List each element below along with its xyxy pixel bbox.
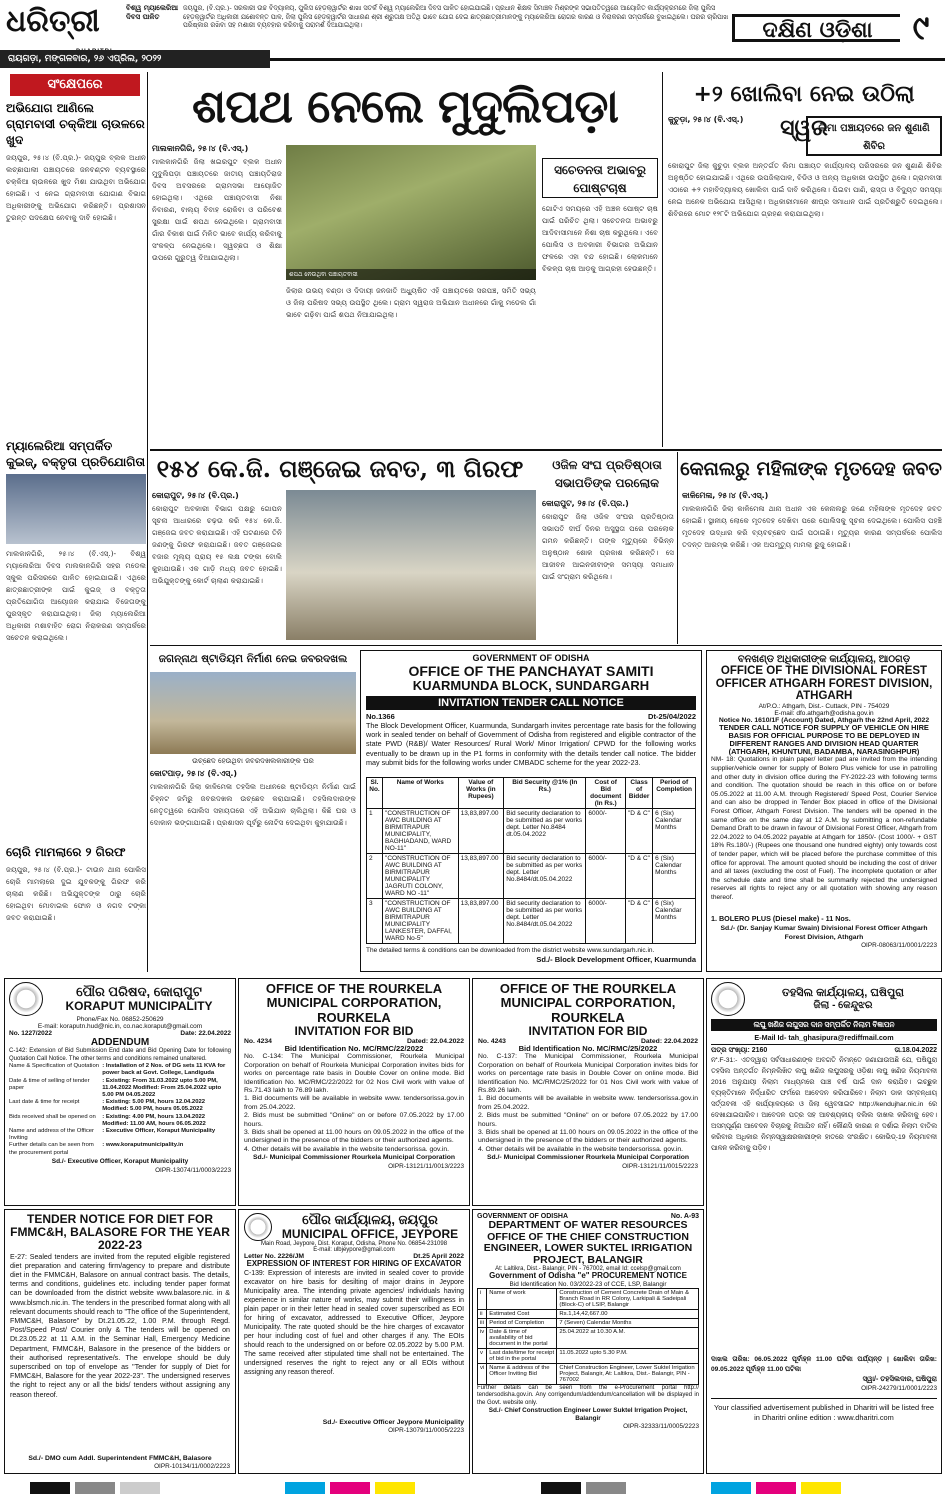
classified-note: Your classified advertisement published in Dharitri will be listed free in Dharitri online edition : www.dharitri.com [711, 1398, 937, 1423]
ad-points [478, 1095, 698, 1154]
ad-bid-id: Bid Identification No. MC/RMC/25/2022 [518, 1044, 658, 1054]
canal-text: ମାଲକାନଗିରି ଜିଲା କାଳିମେଳା ଥାନା ଅଧୀନ ଏକ କେନାଲରୁ ଜଣେ ମହିଳାଙ୍କ ମୃତଦେହ ଜବତ ହୋଇଛି। ସ୍ଥାନୀୟ ଲୋକେ ମୃତଦେହ ଦେଖିବା ପରେ ପୋଲିସକୁ ସୂଚନା ଦେଇଥିଲେ। ପୋଲିସ ପହଞ୍ଚି ମୃତଦେହ ଉଦ୍ଧାର କରି ବ୍ୟବଚ୍ଛେଦ ପାଇଁ ପଠାଇଛି। ମୃତ୍ୟୁର କାରଣ ସମ୍ପର୍କରେ ପୋଲିସ ତଦନ୍ତ ଆରମ୍ଭ କରିଛି। ଏକ ଅପମୃତ୍ୟୁ ମାମଲା ରୁଜୁ ହୋଇଛି। [682, 504, 942, 549]
ad-email: E-mail: dfo.athgarh@odisha.gov.in [774, 709, 874, 717]
page-number: ୯ [912, 8, 930, 48]
brief-2-headline: ମ୍ୟାଲେରିଆ ସମ୍ପର୍କିତ କୁଇଜ୍, ବକ୍ତୃତା ପ୍ରତିଯୋଗିତା [6, 439, 146, 469]
table-cell: "D & C" [626, 853, 653, 898]
table-cell: "CONSTRUCTION OF AWC BUILDING AT BIRMITRAPUR MUNICIPALITY JAGRUTI COLONY, WARD NO -11" [383, 853, 459, 898]
table-row [367, 808, 696, 853]
table-cell: v [478, 1348, 487, 1363]
ad-block-title: KUARMUNDA BLOCK, SUNDARGARH [412, 678, 650, 694]
ad-ref-no: No. A-93 [670, 1213, 699, 1220]
ad-office-title: MUNICIPAL OFFICE, JEYPORE [281, 1226, 459, 1241]
ad-date: Dated: 22.04.2022 [406, 1038, 464, 1046]
table-cell: 6000/- [586, 808, 626, 853]
ad-email: E-mail: ulbjeypore@gmail.com [313, 1247, 395, 1253]
stadium-headline: ଜଗନ୍ନାଥ ଷ୍ଟାଡିୟମ ନିର୍ମାଣ ନେଇ ଜବରଦଖଲ [158, 653, 348, 665]
ad-body: No. C-137: The Municipal Commissioner, Rourkela Municipal Corporation on behalf of Rourkela Municipal Corporation invites bids for works on percentage rate basis in Double Cover on online mode. Bid Identification No. MC/RMC/25/2022 for 01 Nos Civil work with value of Rs.89.26 lakh. [478, 1053, 698, 1095]
section-tag-briefs: ସଂକ୍ଷେପରେ [10, 74, 140, 96]
ad-points [244, 1095, 464, 1154]
ad-rourkela-bid-22 [238, 978, 470, 1206]
table-row [478, 1363, 699, 1384]
table-cell: Rs.1,14,42,667.00 [557, 1309, 699, 1318]
list-item [9, 1078, 231, 1100]
table-cell: 2 [367, 853, 383, 898]
ad-athgarh-forest [706, 650, 942, 972]
stadium-byline: କୋଟପାଡ଼, ୨୫।୪ (ବି.ଏସ୍.) [150, 769, 238, 778]
table-cell: 25.04.2022 at 10.30 A.M. [557, 1327, 699, 1348]
ad-code: OIPR-10134/11/0002/2223 [154, 1463, 230, 1471]
ad-signature: Sd./- (Dr. Sanjay Kumar Swain) Divisional Forest Officer Athgarh Forest Division, Athgarh [720, 924, 928, 941]
ad-footer: The detailed terms & conditions can be downloaded from the district website www.sundargarh.nic.in. [366, 946, 655, 954]
list-item [9, 1128, 231, 1142]
ad-notice-title: INVITATION TENDER CALL NOTICE [366, 696, 696, 710]
masthead-side-note: ବିଶ୍ୱ ମ୍ୟାଲେରିଆ ଦିବସ ପାଳିତ [126, 4, 178, 21]
table-cell: 1 [367, 808, 383, 853]
ad-gov-label: GOVERNMENT OF ODISHA [477, 1213, 569, 1220]
table-cell: Date & time of availability of bid document in the portal [487, 1327, 557, 1348]
ad-office-title: OFFICE OF THE DIVISIONAL FOREST OFFICER ATHGARH FOREST DIVISION, ATHGARH [715, 665, 933, 703]
item-value: : Executive Officer, Koraput Municipality [102, 1128, 216, 1135]
brief-2-photo [6, 474, 146, 544]
list-item: 4. Other details will be available in the website tendersorissa. gov.in. [244, 1145, 450, 1153]
stadium-caption: ଉଚ୍ଛେଦ ହେଉଥିବା ଜବରଦଖଲକାରୀଙ୍କ ଘର [192, 757, 314, 765]
list-item: 1. Bid documents will be available in website www. tendersorissa.gov.in from 25.04.2022. [478, 1095, 698, 1111]
table-header: Bid Security @1% (In Rs.) [504, 777, 586, 808]
side-story-text: କୋରାପୁଟ ଜିଲା କୁଚୁଡ଼ା ବ୍ଲକ ଅନ୍ତର୍ଗତ ଲିମା ପଞ୍ଚାୟତ କାର୍ଯ୍ୟାଳୟ ପରିସରରେ ଜନ ଶୁଣାଣି ଶିବିର ଅନୁଷ୍ଠିତ ହୋଇଯାଇଛି। ଏଥିରେ ଉପଜିଲାପାଳ, ବିଡିଓ ଓ ଅନ୍ୟ ଅଧିକାରୀ ଉପସ୍ଥିତ ଥିଲେ। ଗ୍ରାମବାସୀ ଏଠାରେ +୨ ମହାବିଦ୍ୟାଳୟ ଖୋଲିବା ପାଇଁ ଦାବି କରିଥିଲେ। ପିଇବା ପାଣି, ରାସ୍ତା ଓ ବିଦ୍ୟୁତ ସମସ୍ୟା ନେଇ ଅନେକ ଅଭିଯୋଗ ଆସିଥିଲା। ଅଧିକାରୀମାନେ ଶୀଘ୍ର ସମାଧାନ ପାଇଁ ପ୍ରତିଶ୍ରୁତି ଦେଇଥିଲେ। ଶିବିରରେ ମୋଟ ୧୨୮ଟି ଅଭିଯୋଗ ଗ୍ରହଣ କରାଯାଇଥିଲା। [668, 161, 942, 218]
edition-name: ଦକ୍ଷିଣ ଓଡ଼ିଶା [732, 14, 900, 42]
ad-subtitle: ADDENDUM [90, 1037, 150, 1048]
item-label: Bids received shall be opened on [9, 1113, 96, 1120]
ad-body: C-142: Extension of Bid Submission End date and Bid Opening Date for following Quotation Call Notice. The other terms and conditions remained unaltered. [9, 1048, 231, 1062]
masthead-rule [270, 58, 945, 61]
ad-signature: ସ୍ୱା/- ତହସିଲଦାର, ଘଷିପୁରା [862, 1376, 937, 1384]
ad-works-table [366, 777, 696, 944]
canal-headline: କେନାଲରୁ ମହିଳାଙ୍କ ମୃତଦେହ ଜବତ [680, 458, 942, 480]
ad-body: NM- 18: Quotations in plain paper/ letter pad are invited from the intending supplier/vehicle owner for supply of Bolero Plus vehicle for use in patrolling and other duty in division office during the FY-2022-23 with following terms and condition. The quotation should be reach in this office on or before 05.05.2022 at 11.00 A.M. through Registered/ Speed Post, Courier Service and can also be dropped in Tender Box placed in office of the Divisional Forest Officer, Athgarh Forest Division. The tenders will be opened in the same office on the same day at 12 A.M. by submitting a non-refundable Demand Draft to be drawn in favour of Divisional Forest Officer, Athgarh from 22.04.2022 to 04.05.2022 payable at Athgarh for 1850/- (Cost 1000/- + GST 18% Rs.180/-) (Rupees one thousand one hundred eighty) only towards cost of tender paper, which will be placed before the purchase committee of this office for approval. The amount quoted should be including the cost of driver and all taxes (excluding the cost of Fuel). The incomplete quotation or after the schedule date and time shall be summarily rejected the undersigned reserves all rights to reject any or all quotation with showing any reason thereof. [711, 756, 937, 901]
column-rule [662, 72, 663, 447]
ganja-text: କୋରାପୁଟ ଅବକାରୀ ବିଭାଗ ପକ୍ଷରୁ ଗୋପନ ସୂଚନା ଆଧାରରେ ଚଢ଼ଉ କରି ୧୫୪ କେ.ଜି. ଗଞ୍ଜେଇ ଜବତ କରାଯାଇଛି। ଏହି ଘଟଣାରେ ତିନି ଜଣଙ୍କୁ ଗିରଫ କରାଯାଇଛି। ଜବତ ଗଞ୍ଜେଇର ବଜାର ମୂଲ୍ୟ ପ୍ରାୟ ୧୫ ଲକ୍ଷ ଟଙ୍କା ବୋଲି କୁହାଯାଉଛି। ଏକ ଗାଡ଼ି ମଧ୍ୟ ଜବତ ହୋଇଛି। ଅଭିଯୁକ୍ତଙ୍କୁ କୋର୍ଟ ଚାଲାଣ କରାଯାଇଛି। [152, 504, 282, 585]
ad-subject: TENDER CALL NOTICE FOR SUPPLY OF VEHICLE ON HIRE BASIS FOR OFFICIAL PURPOSE TO BE DEPLOYED IN DIFFERENT RANGES AND DIVISION HEAD QUARTER (ATHGARH, KHUNTUNI, BADAMBA, NARASINGHPUR) [719, 722, 929, 757]
ad-details-table [477, 1288, 699, 1385]
ad-odia-title: ବନଖଣ୍ଡ ଅଧିକାରୀଙ୍କ କାର୍ଯ୍ୟାଳୟ, ଆଠଗଡ଼ [737, 654, 911, 665]
side-story-byline: କୁଚୁଡ଼ା, ୨୫।୪ (ବି.ଏସ୍.) [668, 115, 744, 124]
ad-code: OIPR-24279/11/0001/2223 [861, 1385, 937, 1393]
ad-subtitle: Government of Odisha "e" PROCUREMENT NOTICE [489, 1271, 687, 1281]
table-cell: 13,83,897.00 [458, 808, 504, 853]
section-rule [150, 449, 942, 451]
table-cell: 3 [367, 898, 383, 943]
ojha-byline: କୋରାପୁଟ, ୨୫।୪ (ବି.ପ୍ର.) [542, 499, 629, 508]
item-value: : Existing: 5.00 PM, hours 12.04.2022 Modified: 5.00 PM, hours 05.05.2022 [102, 1099, 206, 1113]
ad-office-title: TENDER NOTICE FOR DIET FOR FMMC&H, BALASORE FOR THE YEAR 2022-23 [10, 1212, 230, 1253]
ad-office-title: OFFICE OF THE PANCHAYAT SAMITI [408, 662, 654, 679]
ad-lsip-eprocurement [472, 1209, 704, 1474]
side-story-headline: +୨ ଖୋଲିବା ନେଇ ଉଠିଲା ସ୍ୱର [693, 82, 915, 141]
ad-ref-no: Letter No. 2226/JM [244, 1253, 305, 1260]
table-cell: "D & C" [626, 898, 653, 943]
lead-text-3: ଗୋଟିଏ ସମୟରେ ଏହି ଅଞ୍ଚଳ ପୋଷ୍ଟ ଚାଷ ପାଇଁ ପରିଚିତ ଥିଲା। ସଚେତନତା ଅଭାବରୁ ଆଦିବାସୀମାନେ ନିଶା ଚାଷ କରୁଥିଲେ। ଏବେ ପୋଲିସ ଓ ଅବକାରୀ ବିଭାଗର ଅଭିଯାନ ଫଳରେ ଏହା ବନ୍ଦ ହୋଇଛି। ଲୋକମାନେ ବିକଳ୍ପ ଚାଷ ଆଡ଼କୁ ଆଗ୍ରହୀ ହେଉଛନ୍ତି। [542, 204, 658, 273]
logo-text: ଧରିତ୍ରୀ [6, 4, 100, 39]
ojha-headline: ଓଜିଳ ସଂଘ ପ୍ରତିଷ୍ଠାତା ସଭାପତିଙ୍କ ପରଲୋକ [552, 458, 662, 490]
ganja-byline: କୋରାପୁଟ, ୨୫।୪ (ବି.ପ୍ର.) [152, 491, 239, 500]
table-cell: 6000/- [586, 853, 626, 898]
newspaper-logo [6, 4, 126, 44]
table-header: Cost of Bid document (In Rs.) [586, 777, 626, 808]
ad-date: Dated: 22.04.2022 [640, 1038, 698, 1046]
ad-code: OIPR-32333/11/0005/2223 [623, 1423, 699, 1431]
table-row [478, 1318, 699, 1327]
ganja-headline: ୧୫୪ କେ.ଜି. ଗଞ୍ଜେଇ ଜବତ, ୩ ଗିରଫ [156, 454, 524, 483]
brief-1-text: ଜୟପୁର, ୨୫।୪ (ବି.ପ୍ର.)- ଜୟପୁର ବ୍ଲକ ଅଧୀନ ଲଚ୍ଛାପାଲୀ ପଞ୍ଚାୟତରେ ଜନବଣ୍ଟନ ବ୍ୟବସ୍ଥାରେ ଚକ୍କିଆ ଚାଉଳରେ ଖୁଦ ମିଶା ଯାଉଥିବା ଅଭିଯୋଗ ହୋଇଛି। ଏ ନେଇ ଗ୍ରାମବାସୀ ଯୋଗାଣ ବିଭାଗ ଅଧିକାରୀଙ୍କୁ ଅଭିଯୋଗ କରିଛନ୍ତି। ପ୍ରଶାସନ ତୁରନ୍ତ ପଦକ୍ଷେପ ନେବାକୁ ଦାବି ହୋଇଛି। [6, 153, 146, 222]
emblem-icon [711, 982, 745, 1016]
ad-code: OIPR-13121/11/0013/2223 [388, 1162, 464, 1170]
ad-signature: Sd./- Executive Officer, Koraput Municipality [51, 1157, 189, 1165]
list-item: 4. Other details will be available in the website tendersorissa. gov.in. [478, 1145, 684, 1153]
ad-code: OIPR-13079/11/0005/2223 [388, 1427, 464, 1435]
briefs-column [6, 100, 146, 960]
ad-email: E-Mail Id- tah_ghasipura@rediffmail.com [711, 1031, 937, 1045]
ad-bid-id: Bid Identification No. MC/RMC/22/2022 [284, 1044, 424, 1054]
list-item [9, 1063, 231, 1077]
table-header: Period of Completion [653, 777, 696, 808]
lead-text-1: ମାଲକାନଗିରି ଜିଲା ଖଇରପୁଟ ବ୍ଲକ ଅଧୀନ ମୁଦୁଲିପଡ଼ା ପଞ୍ଚାୟତରେ ଜାତୀୟ ପଞ୍ଚାୟତିରାଜ ଦିବସ ଅବସରରେ ଗ୍ରାମସଭା ଆୟୋଜିତ ହୋଇଥିଲା। ଏଥିରେ ପଞ୍ଚାୟତବାସୀ ନିଶା ନିବାରଣ, ବାଲ୍ୟ ବିବାହ ରୋକିବା ଓ ପରିବେଶ ସୁରକ୍ଷା ପାଇଁ ଶପଥ ନେଇଥିଲେ। ଗ୍ରାମବାସୀ ଗାଁର ବିକାଶ ପାଇଁ ମିଳିତ ଭାବେ କାର୍ଯ୍ୟ କରିବାକୁ ସଂକଳ୍ପ ନେଇଥିଲେ। ସ୍ୱଚ୍ଛତା ଓ ଶିକ୍ଷା ଉପରେ ଗୁରୁତ୍ୱ ଦିଆଯାଇଥିଲା। [152, 157, 282, 262]
item-value: : www.koraputmunicipality.in [102, 1142, 184, 1149]
ad-item: 1. BOLERO PLUS (Diesel make) - 11 Nos. [711, 914, 851, 924]
ad-signature: Sd./- Municipal Commissioner Rourkela Municipal Corporation [486, 1154, 690, 1162]
ojha-text: କୋରାପୁଟ ଜିଲା ଓଜିଳ ସଂଘର ପ୍ରତିଷ୍ଠାତା ସଭାପତି ଦୀର୍ଘ ଦିନର ଅସୁସ୍ଥତା ପରେ ପରଲୋକ ଗମନ କରିଛନ୍ତି। ତାଙ୍କ ମୃତ୍ୟୁରେ ବିଭିନ୍ନ ଅନୁଷ୍ଠାନ ଶୋକ ପ୍ରକାଶ କରିଛନ୍ତି। ସେ ଆଜୀବନ ଆଇନଜୀବୀଙ୍କ ସମସ୍ୟା ସମାଧାନ ପାଇଁ ସଂଗ୍ରାମ କରିଥିଲେ। [542, 512, 674, 581]
item-label: Date & time of selling of tender paper [9, 1077, 90, 1091]
ad-date: ତା.18.04.2022 [894, 1047, 937, 1055]
table-cell: 11.05.2022 upto 5.30 P.M. [557, 1348, 699, 1363]
ad-signature: Sd./- Executive Officer Jeypore Municipality [322, 1418, 464, 1426]
ad-jeypore-municipal [238, 1209, 470, 1474]
table-row [367, 898, 696, 943]
table-cell: 13,83,897.00 [458, 898, 504, 943]
ad-odia-title: ପୌର ପରିଷଦ, କୋରାପୁଟ [76, 984, 202, 1000]
canal-byline: କାଳିମେଳା, ୨୫।୪ (ବି.ଏସ୍.) [682, 491, 769, 500]
list-item: 1. Bid documents will be available in website www. tendersorissa.gov.in from 25.04.2022. [244, 1095, 464, 1111]
stadium-text: ମାଲକାନଗିରି ଜିଲା କାଳିମେଳା ତହସିଲ ଅଧୀନରେ ଷ୍ଟାଡିୟମ ନିର୍ମାଣ ପାଇଁ ଚିହ୍ନଟ ଜମିରୁ ଜବରଦଖଲ ଉଚ୍ଛେଦ କରାଯାଇଛି। ତହସିଲଦାରଙ୍କ ନେତୃତ୍ୱରେ ପୋଲିସ ସହାୟତାରେ ଏହି ଅଭିଯାନ ଚାଲିଥିଲା। କିଛି ଘର ଓ ଦୋକାନ ଭଙ୍ଗାଯାଇଛି। ପ୍ରଶାସନ ପୂର୍ବରୁ ନୋଟିସ ଦେଇଥିବା କୁହାଯାଉଛି। [150, 782, 356, 827]
table-cell: ii [478, 1309, 487, 1318]
ad-footer: Further details can be seen from the e-Procurement portal http:// tendersodisha.gov.in. Any corrigendum/addendum/cancellation will be displayed in the Govt. website only. [477, 1384, 699, 1406]
ad-body: E-27: Sealed tenders are invited from the reputed eligible registered diet preparation and catering firm/agency to prepare and distribute diet in the FMMC&H, Balasore on annual contract basis. The details, terms and conditions, guidelines etc. including tender paper format can be downloaded from the district website www.balasore.nic. in & www.blsmch.nic.in. The tenders in the prescribed format along with all relevant documents should reach to "The office of the Superintendent, FMMC&H, Balasore" by Dt.21.05.22, 1.00 P.M. through Regd. Post/Speed Post/ Courier only & The tenders will be opened on Dt.23.05.22 at 11 A.M. in the Seminar Hall, Emergency Medicine Department, FMMC&H, Balasore in the presence of the bidders or their authorised representative/s. The envelope should be duly superscribed on top of envelope as "Tender for supply of Diet for FMMC&H, Balasore for the year 2022-23". The undersigned reserves the right to reject any or all the bids/ tenders without assigning any reason thereof. [10, 1252, 230, 1399]
table-cell: Estimated Cost [487, 1309, 557, 1318]
lead-quote-box: ସଚେତନତା ଅଭାବରୁ ପୋଷ୍ଟଚାଷ [542, 158, 658, 198]
ad-ghasipura-tahasil [706, 978, 942, 1474]
ad-office-title: DEPARTMENT OF WATER RESOURCES OFFICE OF THE CHIEF CONSTRUCTION ENGINEER, LOWER SUKTEL IRRIGATION PROJECT, BALANGIR [483, 1219, 693, 1266]
emblem-icon [9, 982, 43, 1016]
ad-code: OIPR-13074/11/0003/2223 [155, 1166, 231, 1174]
table-cell: Construction of Cement Concrete Drain of Main & Branch Road in RR Colony, Larkipali & Sadeipali (Block-C) of LSIP, Balangir [557, 1288, 699, 1309]
ad-address: At: Laltikra, Dist.- Balangir, PIN - 767002, email Id: ccelsp@gmail.com [495, 1266, 681, 1273]
ad-odia-title: ପୌର କାର୍ଯ୍ୟାଳୟ, ଜୟପୁର [302, 1212, 438, 1228]
item-label: Further details can be seen from the procurement portal [9, 1142, 94, 1156]
ad-ref-no: ପତ୍ର ସଂଖ୍ୟା: 2160 [711, 1047, 768, 1055]
item-value: : Installation of 2 Nos. of DG sets 11 KVA for power back at Govt. College, Landiguda [102, 1063, 226, 1077]
ad-details-list [9, 1063, 231, 1157]
ad-code: OIPR-08063/11/0001/2223 [861, 941, 937, 949]
table-cell: Bid security declaration to be submitted as per works dept. Letter No.8484 dt.05.04.2022 [504, 808, 586, 853]
ad-schedule: ଦାଖଲ ତାରିଖ: 06.05.2022 ପୂର୍ବାହ୍ନ 11.00 ଘଟିକା ପର୍ଯ୍ୟନ୍ତ | ଖୋଲିବା ତାରିଖ: 09.05.2022 ପୂର୍ବାହ୍ନ 11.00 ଘଟିକା [711, 1356, 937, 1374]
item-label: Name and address of the Officer Inviting [9, 1128, 95, 1142]
ad-fmmch-diet-tender [4, 1209, 236, 1474]
ad-body: C-139: Expression of interests are invited in sealed cover to provide excavator on hire basis for desilting of major drains in Jeypore Municipality area. The intending private agencies/ individuals having experience in similar nature of works, may submit their willingness in plain paper or in their letter head in sealed cover superscribed as EOI for hiring of excavator, addressed to Executive Officer, Jeypore Municipality. The rate quoted should be the hire charges of excavator per hour including cost of fuel and other charges if any. The EOIs should reach to the undersigned on or before 02.05.2022 by 5.00 P.M. The same received after stipulated time shall not be entertained. The undersigned reserves the right to reject any or all EOIs without assigning any reason thereof. [244, 1269, 464, 1376]
ad-signature: Sd./- Municipal Commissioner Rourkela Municipal Corporation [252, 1154, 456, 1162]
table-cell: 6 (Six) Calendar Months [653, 808, 696, 853]
ad-date: Date: 22.04.2022 [180, 1030, 231, 1037]
list-item: 2. Bids must be submitted "Online" on or before 07.05.2022 by 17.00 hours. [478, 1112, 698, 1128]
side-story-tag: ଲିମା ପଞ୍ଚାୟତରେ ଜନ ଶୁଣାଣି ଶିବିର [806, 116, 942, 156]
table-cell: "CONSTRUCTION OF AWC BUILDING AT BIRMITRAPUR MUNICIPALITY, BAGHIADAND, WARD NO-11" [383, 808, 459, 853]
list-item [9, 1142, 231, 1156]
table-cell: 6 (Six) Calendar Months [653, 853, 696, 898]
item-value: : Existing: 4.00 PM, hours 13.04.2022 Modified: 11.00 AM, hours 06.05.2022 [102, 1113, 206, 1127]
table-row [478, 1348, 699, 1363]
brief-1-headline: ଅଭିଯୋଗ ଆଣିଲେ ଗ୍ରାମବାସୀ ଚକ୍କିଆ ଚାଉଳରେ ଖୁଦ [6, 101, 145, 147]
ad-body: The Block Development Officer, Kuarmunda, Sundargarh invites percentage rate basis for the following work in sealed tender on behalf of Government of Odisha from registered and eligible contractor of the state PWD (R&B)/ Water Resources/ Rural Work/ Minor Irrigation/ CPWD for the following works eventually to be drawn up in the P1 forms in conformity with the details tender call notice. The bidder may submit bids for the following works under CMBADC scheme for the year 2022-23. [366, 720, 696, 767]
section-rule [150, 645, 942, 646]
brief-3-text: ଜୟପୁର, ୨୫।୪ (ବି.ପ୍ର.)- ଟାଉନ ଥାନା ପୋଲିସ ଚୋରି ମାମଲାରେ ଦୁଇ ଯୁବକଙ୍କୁ ଗିରଫ କରି ଚାଲାଣ କରିଛି। ଅଭିଯୁକ୍ତଙ୍କ ଠାରୁ ଚୋରି ହୋଇଥିବା ମୋବାଇଲ ଫୋନ ଓ ନଗଦ ଟଙ୍କା ଜବତ କରାଯାଇଛି। [6, 865, 146, 922]
table-cell: 13,83,897.00 [458, 853, 504, 898]
stadium-photo [150, 672, 356, 754]
ad-subtitle: INVITATION FOR BID [528, 1023, 648, 1038]
table-cell: 7 (Seven) Calendar Months [557, 1318, 699, 1327]
table-header: Name of Works [383, 777, 459, 808]
table-cell: iv [478, 1327, 487, 1348]
table-row [478, 1327, 699, 1348]
ad-body: No. C-134: The Municipal Commissioner, Rourkela Municipal Corporation on behalf of Rourkela Municipal Corporation invites bids for works on percentage rate basis in Double Cover on online mode. Bid Identification No. MC/RMC/22/2022 for 02 Nos Civil work with value of Rs.71.43 lakh to 76.89 lakh. [244, 1053, 464, 1095]
list-item [9, 1114, 231, 1128]
ad-koraput-municipality [4, 978, 236, 1206]
lead-photo-caption: ଶପଥ ନେଉଥିବା ପଞ୍ଚାୟତବାସୀ [286, 269, 536, 280]
table-cell: i [478, 1288, 487, 1309]
table-cell: 6 (Six) Calendar Months [653, 898, 696, 943]
ad-ref-no: No. 4243 [478, 1038, 506, 1046]
ad-date: Dt.25 April 2022 [413, 1253, 464, 1260]
table-cell: 6000/- [586, 898, 626, 943]
item-label: Name & Specification of Quotation [9, 1063, 100, 1070]
print-color-bar [0, 1476, 945, 1497]
ganja-photo [286, 490, 536, 640]
table-cell: Bid security declaration to be submitted as per works dept. Letter No.8484/dt.05.04.2022 [504, 898, 586, 943]
ad-phone: Phone/Fax No. 06852-250629 [76, 1016, 164, 1023]
dateline: ରାୟଗଡ଼ା, ମଙ୍ଗଳବାର, ୨୬ ଏପ୍ରିଲ, ୨୦୨୨ [0, 50, 270, 68]
ad-office-title: OFFICE OF THE ROURKELA MUNICIPAL CORPORATION, ROURKELA [499, 981, 677, 1025]
table-header: Sl. No. [367, 777, 383, 808]
table-header: Value of Works (in Rupees) [458, 777, 504, 808]
ad-rourkela-bid-25 [472, 978, 704, 1206]
table-cell: Name & address of the Officer Inviting Bid [487, 1363, 557, 1384]
ad-ref-no: No. 4234 [244, 1038, 272, 1046]
table-row [478, 1309, 699, 1318]
lead-headline: ଶପଥ ନେଲେ ମୁଦୁଲିପଡ଼ା [192, 79, 618, 133]
table-cell: Last date/time for receipt of bid in the portal [487, 1348, 557, 1363]
table-cell: Name of work [487, 1288, 557, 1309]
list-item: 2. Bids must be submitted "Online" on or before 07.05.2022 by 17.00 hours. [244, 1112, 464, 1128]
ad-subject: ଲଘୁ ଖଣିଜ ଲଘୁସର ଦାନ ସମ୍ପର୍କିତ ନିଲାମ ବିଜ୍ଞାପନ [711, 1019, 937, 1031]
ad-office-title: KORAPUT MUNICIPALITY [65, 998, 213, 1013]
table-cell: Bid security declaration to be submitted as per works dept. Letter No.8484/dt.05.04.2022 [504, 853, 586, 898]
brief-3-headline: ଚୋରି ମାମଲାରେ ୨ ଗିରଫ [6, 845, 126, 859]
ad-bid-id: Bid Identification No. 03/2022-23 of CCE, LSP, Balangir [509, 1280, 667, 1288]
ad-body: ନଂ.F-31:- ଏତଦ୍ୱାରା ସର୍ବସାଧାରଣଙ୍କ ଅବଗତି ନିମନ୍ତେ ଜଣାଯାଉଅଛି ଯେ, ଘଷିପୁରା ତହସିଲ ଅନ୍ତର୍ଗତ ନିମ୍ନଲିଖିତ ଲଘୁ ଖଣିଜ ଲଘୁସରକୁ ଓଡ଼ିଶା ଲଘୁ ଖଣିଜ ନିୟମାବଳୀ 2016 ଅନୁଯାୟୀ ନିଲାମ ମାଧ୍ୟମରେ ପାଞ୍ଚ ବର୍ଷ ପାଇଁ ଦାନ କରାଯିବ। ଇଚ୍ଛୁକ ବ୍ୟକ୍ତିମାନେ ନିର୍ଦ୍ଧାରିତ ଫର୍ମରେ ଆବେଦନ କରିପାରିବେ। ନିଲାମ ଡାକ ସମ୍ବନ୍ଧୀୟ ସର୍ତ୍ତାବଳୀ ଏହି କାର୍ଯ୍ୟାଳୟରେ ଓ ଜିଲା ୱେବସାଇଟ http://kendujhar.nic.in ରେ ଦେଖାଯାଇପାରିବ। ଆବେଦନ ପତ୍ର ସହ ଆବଶ୍ୟକୀୟ ଦଲିଲ ଦାଖଲ କରିବାକୁ ହେବ। ଅସମ୍ପୂର୍ଣ୍ଣ ଆବେଦନ ବିଚାରକୁ ନିଆଯିବ ନାହିଁ। କୌଣସି କାରଣ ନ ଦର୍ଶାଇ ନିଲାମ ବାତିଲ କରିବାର ଅଧିକାର ନିମ୍ନସ୍ୱାକ୍ଷରକାରୀଙ୍କ ହାତରେ ସଂରକ୍ଷିତ। କୋଭିଡ୍-19 ନିୟମାବଳୀ ପାଳନ କରିବାକୁ ପଡ଼ିବ। [711, 1057, 937, 1153]
ad-signature: Sd./- Chief Construction Engineer Lower Suktel Irrigation Project, Balangir [488, 1407, 688, 1423]
table-cell: iii [478, 1318, 487, 1327]
masthead-top-story: ଜୟପୁର, (ବି.ପ୍ର.)- ସରକାରୀ ଉଚ୍ଚ ବିଦ୍ୟାଳୟ, ପୁଲିସ ହେଡ଼କ୍ୱାର୍ଟର ଶାଖା ସତର୍କ ବିଶ୍ୱ ମ୍ୟାଲେରିଆ ଦିବସ ପାଳିତ ହୋଇଯାଇଛି। ପ୍ରଧାନ ଶିକ୍ଷକ ସିମାଞ୍ଚଳ ମିଶ୍ରଙ୍କ ସଭାପତିତ୍ୱରେ ଆୟୋଜିତ କାର୍ଯ୍ୟକ୍ରମରେ ଜିଲା ପୁଲିସ ହେଡ଼କ୍ୱାର୍ଟର ଅଧିକାରୀ ଯଶୋବନ୍ତ ପାଳ, ଜିଲା ପୁଲିସ ହେଡ଼କ୍ୱାର୍ଟର ସାଧାରଣ ଶ୍ରୀ ଶ୍ରୁତାକ୍ଷ ଅତିଥି ଭାବେ ଯୋଗ ଦେଇ ଛାତ୍ରଛାତ୍ରୀମାନଙ୍କୁ ମ୍ୟାଲେରିଆ ରୋଗର କାରଣ ଓ ନିରାକରଣ ସମ୍ପର୍କରେ ବୁଝାଇଥିଲେ। ଘରର ଚାରିପାଖ ପରିଷ୍କାର ରଖିବା ସହ ମଶାରୀ ବ୍ୟବହାର କରିବାକୁ ପରାମର୍ଶ ଦିଆଯାଇଥିଲା। [183, 4, 729, 29]
ad-signature: Sd./- Block Development Officer, Kuarmunda [536, 954, 696, 964]
ad-office-title: OFFICE OF THE ROURKELA MUNICIPAL CORPORATION, ROURKELA [265, 981, 443, 1025]
item-label: Last date & time for receipt [9, 1099, 80, 1106]
list-item: 3. Bids shall be opened at 11.00 hours on 09.05.2022 in the office of the undersigned in the presence of the bidders or their authorized agents. [478, 1129, 698, 1145]
ad-code: OIPR-13121/11/0015/2223 [622, 1162, 698, 1170]
emblem-icon [244, 1213, 272, 1241]
lead-byline: ମାଲକାନଗିରି, ୨୫।୪ (ବି.ଏସ୍.) [152, 144, 249, 153]
ad-date: Dt-25/04/2022 [648, 711, 696, 721]
ad-gov-label: GOVERNMENT OF ODISHA [472, 653, 590, 663]
table-cell: "CONSTRUCTION OF AWC BUILDING AT BIRMITRAPUR MUNICIPALITY LANKESTER, DAFFAI, WARD No-5" [383, 898, 459, 943]
table-cell: Chief Construction Engineer, Lower Suktel Irrigation Project, Balangir, At: Laltikra, Dist.- Balangir, PIN - 767002 [557, 1363, 699, 1384]
table-cell: Period of Completion [487, 1318, 557, 1327]
ad-kuarmunda-tender [360, 650, 702, 972]
ad-district: ଜିଲା - କେନ୍ଦୁଝର [813, 999, 873, 1011]
brief-2-text: ମାଲକାନଗିରି, ୨୫।୪ (ବି.ଏସ୍.)- ବିଶ୍ୱ ମ୍ୟାଲେରିଆ ଦିବସ ମାଲକାନଗିରି ସହର ମଡେଲ ସ୍କୁଲ ପରିସରରେ ପାଳିତ ହୋଇଯାଇଛି। ଏଥିରେ ଛାତ୍ରଛାତ୍ରୀଙ୍କ ପାଇଁ କୁଇଜ୍ ଓ ବକ୍ତୃତା ପ୍ରତିଯୋଗିତା ଆୟୋଜନ କରାଯାଇ ବିଜେତାଙ୍କୁ ପୁରସ୍କୃତ କରାଯାଇଥିଲା। ଜିଲା ମ୍ୟାଲେରିଆ ଅଧିକାରୀ ମଶାବାହିତ ରୋଗ ନିରାକରଣ ସମ୍ପର୍କରେ ସଚେତନ କରାଇଥିଲେ। [6, 549, 146, 642]
ad-signature: Sd./- DMO cum Addl. Superintendent FMMC&H, Balasore [28, 1454, 212, 1462]
table-row [367, 853, 696, 898]
table-header: Class of Bidder [626, 777, 653, 808]
list-item: 3. Bids shall be opened at 11.00 hours on 09.05.2022 in the office of the undersigned in the presence of the bidders or their authorized agents. [244, 1129, 464, 1145]
item-value: : Existing: From 31.03.2022 upto 5.00 PM, 11.04.2022 Modified: From 25.04.2022 upto 5.00 PM 04.05.2022 [102, 1077, 222, 1098]
lead-photo [286, 145, 536, 280]
table-row [478, 1288, 699, 1309]
ad-address: Main Road, Jeypore, Dist. Koraput, Odisha, Phone No. 06854-231098 [260, 1241, 448, 1247]
ad-ref-no: No. 1227/2022 [9, 1030, 53, 1037]
ad-email: E-mail: koraputn.hud@nic.in, co.nac.koraput@gmail.com [37, 1023, 203, 1030]
ad-ref-no: No.1366 [366, 711, 395, 721]
column-rule [677, 452, 678, 644]
table-cell: "D & C" [626, 808, 653, 853]
ad-address: At/P.O.: Athgarh, Dist.- Cuttack, PIN - 754029 [758, 702, 890, 710]
ad-subtitle: INVITATION FOR BID [294, 1023, 414, 1038]
ad-subtitle: EXPRESSION OF INTEREST FOR HIRING OF EXCAVATOR [246, 1259, 462, 1268]
ad-notice-no: Notice No. 1610/1F (Account) Dated, Athgarh the 22nd April, 2022 [718, 716, 930, 724]
lead-text-2: ଜିଲାର ଉଭୟ ବଣ୍ଡା ଓ ଦିଦାୟୀ ଜନଜାତି ଅଧ୍ୟୁଷିତ ଏହି ପଞ୍ଚାୟତରେ ସରପଞ୍ଚ, ସମିତି ସଭ୍ୟ ଓ ଜିଲା ପରିଷଦ ସଭ୍ୟ ଉପସ୍ଥିତ ଥିଲେ। ଗ୍ରାମ ସ୍ୱରାଜ ଅଭିଯାନ ଅଧୀନରେ ଗାଁକୁ ମଡେଲ ଗାଁ ଭାବେ ଗଢ଼ିବା ପାଇଁ ଶପଥ ନିଆଯାଇଥିଲା। [286, 286, 536, 319]
column-rule [147, 72, 148, 972]
table-cell: vi [478, 1363, 487, 1384]
list-item [9, 1099, 231, 1113]
ad-odia-title: ତହସିଲ କାର୍ଯ୍ୟାଳୟ, ଘଷିପୁରା [782, 987, 904, 1000]
